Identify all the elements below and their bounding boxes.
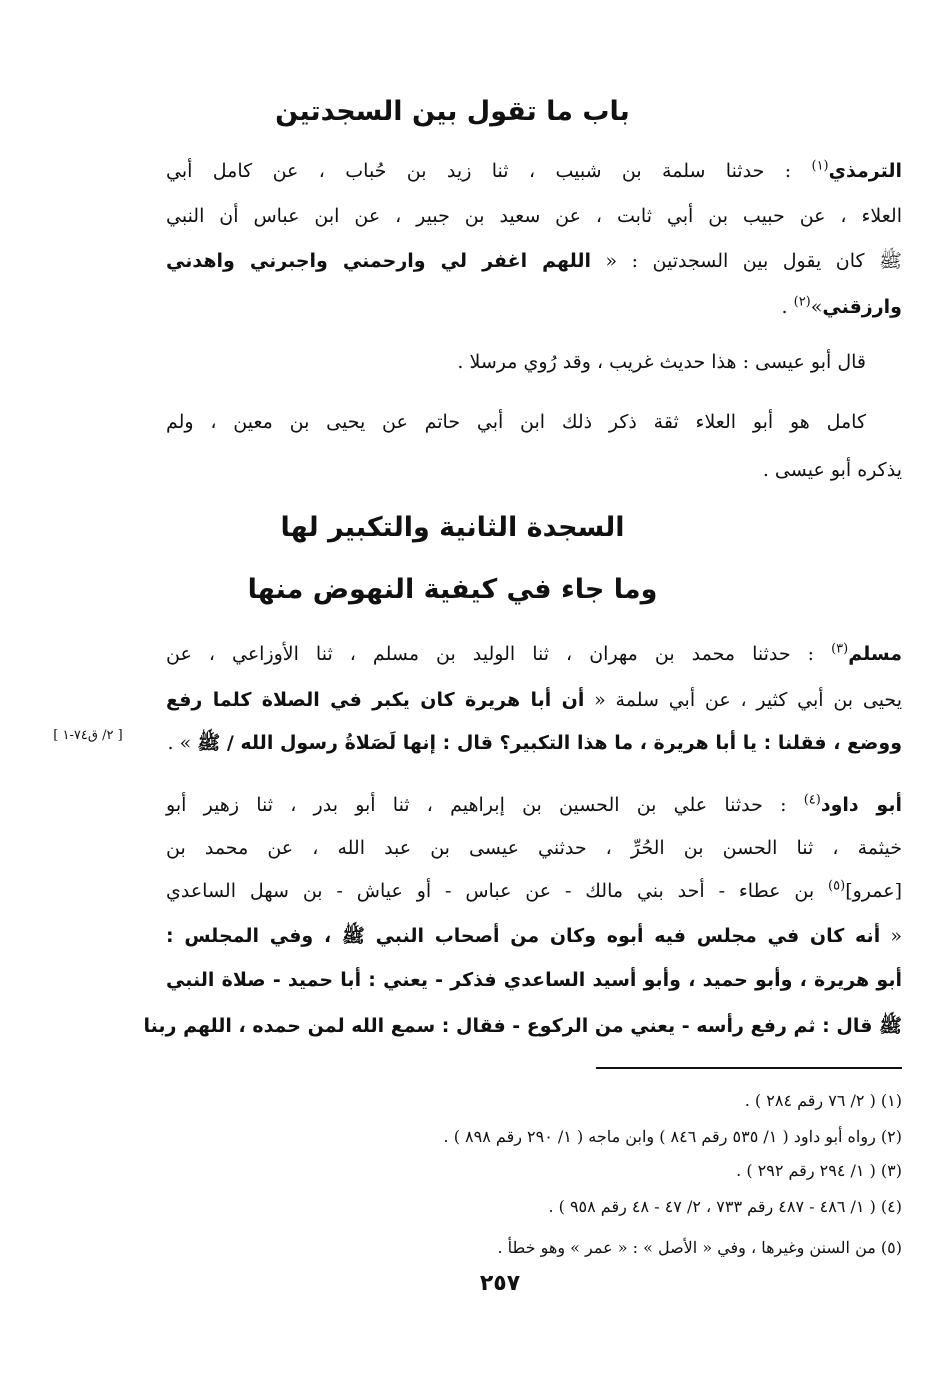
text-line: وارزقني»$^{(٢)}$ . [781,294,902,318]
text-line: « أنه كان في مجلس فيه أبوه وكان من أصحاب النبي ﷺ ، وفي المجلس : [166,925,902,947]
footnote-marker: (١) [811,158,829,174]
text-line: أبو هريرة ، وأبو حميد ، وأبو أسيد الساعدي فذكر - يعني : أبا حميد - صلاة النبي [166,969,902,991]
text-line: الترمذي$^{(١)}$ : حدثنا سلمة بن شبيب ، ثنا زيد بن حُباب ، عن كامل أبي [166,158,902,182]
text-line: ووضع ، فقلنا : يا أبا هريرة ، ما هذا التكبير؟ قال : إنها لَصَلاةُ رسول الله / ﷺ » . [167,732,902,754]
footnote-marker: (٣) [831,641,849,657]
text-line: [عمرو]$^{(٥)}$ بن عطاء - أحد بني مالك - عن عباس - أو عياش - بن سهل الساعدي [166,878,902,902]
chapter-heading: باب ما تقول بين السجدتين [275,96,630,127]
manuscript-folio-note: [ ٢/ ق٧٤-١ ] [53,728,123,743]
source-name: الترمذي [828,160,902,182]
footnote-separator [596,1067,902,1069]
text-line: أبو داود$^{(٤)}$ : حدثنا علي بن الحسين بن إبراهيم ، ثنا أبو بدر ، ثنا زهير أبو [166,792,902,816]
footnote-marker: (٢) [793,294,811,310]
text-line: يذكره أبو عيسى . [762,459,902,481]
text-line: خيثمة ، ثنا الحسن بن الحُرِّ ، حدثني عيسى بن عبد الله ، عن محمد بن [166,837,902,859]
text-line: يحيى بن أبي كثير ، عن أبي سلمة « أن أبا هريرة كان يكبر في الصلاة كلما رفع [166,689,902,711]
footnote: (٢) رواه أبو داود ( ١/ ٥٣٥ رقم ٨٤٦ ) وابن ماجه ( ١/ ٢٩٠ رقم ٨٩٨ ) . [443,1127,902,1146]
text-line: كامل هو أبو العلاء ثقة ذكر ذلك ابن أبي حاتم عن يحيى بن معين ، ولم [166,411,866,433]
hadith-text: أنه كان في مجلس فيه أبوه وكان من أصحاب النبي ﷺ ، وفي المجلس : [166,925,881,947]
hadith-text: أن أبا هريرة كان يكبر في الصلاة كلما رفع [166,689,585,711]
text-line: ﷺ كان يقول بين السجدتين : « اللهم اغفر لي وارحمني واجبرني واهدني [166,250,902,272]
text-line: مسلم$^{(٣)}$ : حدثنا محمد بن مهران ، ثنا الوليد بن مسلم ، ثنا الأوزاعي ، عن [166,641,902,665]
footnote: (٣) ( ١/ ٢٩٤ رقم ٢٩٢ ) . [736,1161,902,1180]
footnote: (٤) ( ١/ ٤٨٦ - ٤٨٧ رقم ٧٣٣ ، ٢/ ٤٧ - ٤٨ رقم ٩٥٨ ) . [548,1197,902,1216]
section-heading: وما جاء في كيفية النهوض منها [247,574,658,605]
footnote: (٥) من السنن وغيرها ، وفي « الأصل » : « عمر » وهو خطأ . [497,1238,902,1257]
text-line: ﷺ قال : ثم رفع رأسه - يعني من الركوع - فقال : سمع الله لمن حمده ، اللهم ربنا [143,1015,902,1037]
text-line: قال أبو عيسى : هذا حديث غريب ، وقد رُوي مرسلا . [457,351,866,373]
footnote: (١) ( ٢/ ٧٦ رقم ٢٨٤ ) . [744,1091,902,1110]
footnote-marker: (٤) [803,792,821,808]
hadith-text: وارزقني [822,296,902,318]
text-line: العلاء ، عن حبيب بن أبي ثابت ، عن سعيد بن جبير ، عن ابن عباس أن النبي [166,205,902,227]
footnote-marker: (٥) [828,878,846,894]
section-heading: السجدة الثانية والتكبير لها [280,512,625,543]
source-name: أبو داود [820,794,902,816]
source-name: مسلم [848,643,902,665]
hadith-text: ووضع ، فقلنا : يا أبا هريرة ، ما هذا التكبير؟ قال : إنها لَصَلاةُ رسول الله / ﷺ [197,732,902,754]
hadith-text: اللهم اغفر لي وارحمني واجبرني واهدني [166,250,591,272]
page-number: ٢٥٧ [479,1271,521,1296]
